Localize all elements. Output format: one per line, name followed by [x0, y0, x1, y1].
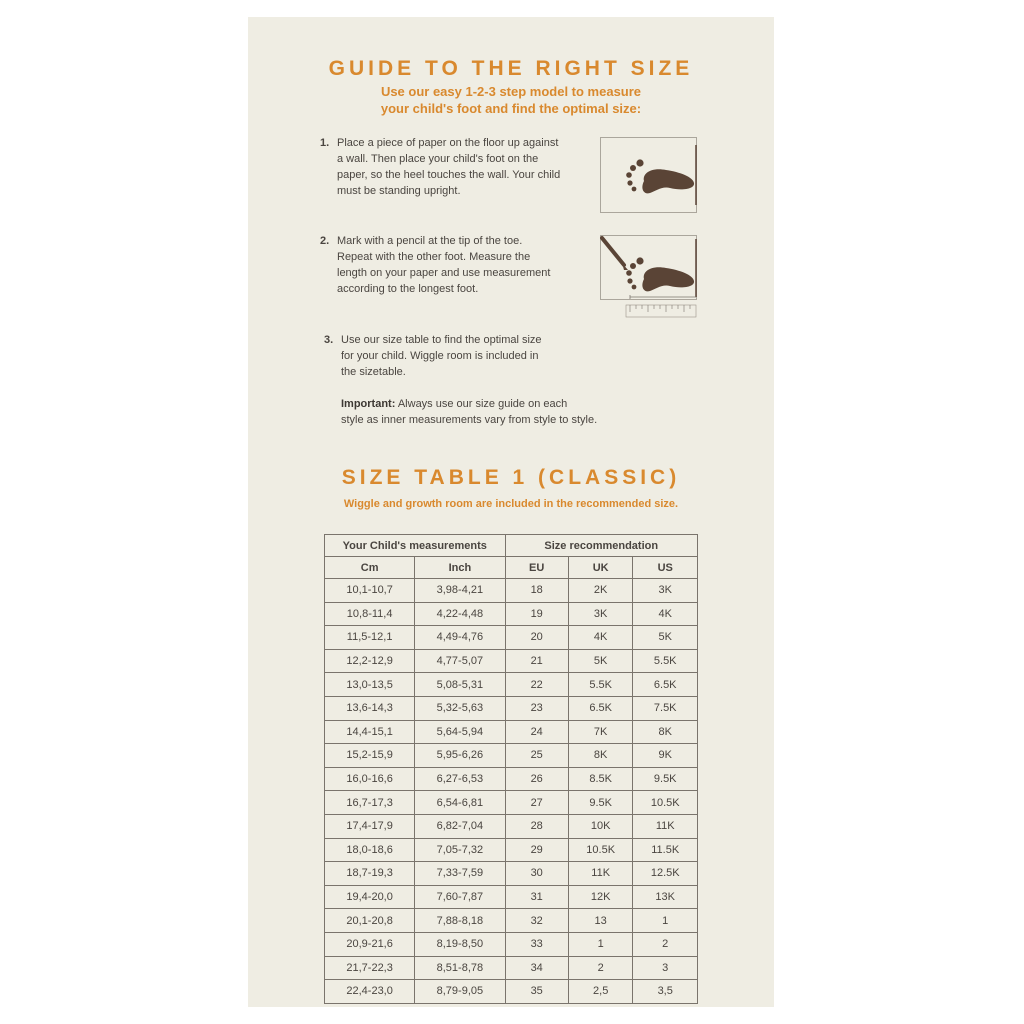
- cell-cm: 14,4-15,1: [325, 720, 415, 744]
- cell-uk: 3K: [568, 602, 633, 626]
- cell-cm: 16,7-17,3: [325, 791, 415, 815]
- cell-inch: 8,51-8,78: [415, 956, 505, 980]
- cell-uk: 8.5K: [568, 767, 633, 791]
- table-row: [325, 602, 698, 626]
- cell-eu: 30: [505, 862, 568, 886]
- cell-eu: 19: [505, 602, 568, 626]
- cell-eu: 26: [505, 767, 568, 791]
- step-number: 2.: [320, 235, 330, 247]
- cell-inch: 8,79-9,05: [415, 980, 505, 1004]
- cell-us: 10.5K: [633, 791, 698, 815]
- table-row: [325, 696, 698, 720]
- step-line: Mark with a pencil at the tip of the toe.: [337, 235, 523, 247]
- cell-us: 9.5K: [633, 767, 698, 791]
- cell-inch: 6,27-6,53: [415, 767, 505, 791]
- cell-us: 4K: [633, 602, 698, 626]
- cell-us: 2: [633, 932, 698, 956]
- column-header-eu: EU: [505, 557, 568, 579]
- cell-uk: 10K: [568, 814, 633, 838]
- cell-uk: 7K: [568, 720, 633, 744]
- cell-uk: 2: [568, 956, 633, 980]
- cell-uk: 5.5K: [568, 673, 633, 697]
- cell-uk: 13: [568, 909, 633, 933]
- table-row: [325, 649, 698, 673]
- guide-title: GUIDE TO THE RIGHT SIZE: [328, 57, 694, 80]
- cell-uk: 12K: [568, 885, 633, 909]
- cell-inch: 4,77-5,07: [415, 649, 505, 673]
- step-line: Place a piece of paper on the floor up against: [337, 137, 559, 149]
- cell-us: 3,5: [633, 980, 698, 1004]
- cell-inch: 7,88-8,18: [415, 909, 505, 933]
- table-row: [325, 744, 698, 768]
- cell-eu: 20: [505, 626, 568, 650]
- table-row: [325, 980, 698, 1004]
- cell-us: 5.5K: [633, 649, 698, 673]
- cell-eu: 18: [505, 579, 568, 603]
- table-row: [325, 956, 698, 980]
- cell-inch: 7,33-7,59: [415, 862, 505, 886]
- cell-uk: 9.5K: [568, 791, 633, 815]
- cell-inch: 7,05-7,32: [415, 838, 505, 862]
- cell-eu: 31: [505, 885, 568, 909]
- pencil-marking-foot-icon: [600, 235, 698, 323]
- size-guide-panel: [248, 17, 774, 1007]
- cell-inch: 4,49-4,76: [415, 626, 505, 650]
- column-header-inch: Inch: [415, 557, 505, 579]
- cell-inch: 4,22-4,48: [415, 602, 505, 626]
- cell-uk: 5K: [568, 649, 633, 673]
- cell-us: 13K: [633, 885, 698, 909]
- cell-cm: 21,7-22,3: [325, 956, 415, 980]
- cell-inch: 7,60-7,87: [415, 885, 505, 909]
- step-number: 1.: [320, 137, 330, 149]
- guide-subtitle: [248, 83, 774, 117]
- cell-inch: 5,08-5,31: [415, 673, 505, 697]
- cell-eu: 28: [505, 814, 568, 838]
- step-line: paper, so the heel touches the wall. Your child: [337, 169, 561, 181]
- cell-inch: 6,82-7,04: [415, 814, 505, 838]
- cell-cm: 18,0-18,6: [325, 838, 415, 862]
- step-line: a wall. Then place your child's foot on the: [337, 153, 539, 165]
- cell-cm: 19,4-20,0: [325, 885, 415, 909]
- important-note: [341, 396, 641, 428]
- cell-us: 3K: [633, 579, 698, 603]
- table-row: [325, 579, 698, 603]
- step-number: 3.: [324, 334, 334, 346]
- step-line: the sizetable.: [341, 366, 406, 378]
- table-row: [325, 626, 698, 650]
- cell-us: 11.5K: [633, 838, 698, 862]
- size-table-subtitle: Wiggle and growth room are included in the recommended size.: [343, 498, 679, 510]
- cell-inch: 8,19-8,50: [415, 932, 505, 956]
- table-row: [325, 932, 698, 956]
- cell-us: 8K: [633, 720, 698, 744]
- step-text: [337, 233, 550, 297]
- group-header-measurements: Your Child's measurements: [325, 535, 506, 557]
- cell-eu: 27: [505, 791, 568, 815]
- table-row: [325, 885, 698, 909]
- cell-us: 6.5K: [633, 673, 698, 697]
- cell-cm: 20,1-20,8: [325, 909, 415, 933]
- cell-eu: 21: [505, 649, 568, 673]
- cell-cm: 11,5-12,1: [325, 626, 415, 650]
- size-table-title: SIZE TABLE 1 (CLASSIC): [341, 466, 681, 489]
- cell-us: 9K: [633, 744, 698, 768]
- cell-inch: 6,54-6,81: [415, 791, 505, 815]
- cell-inch: 3,98-4,21: [415, 579, 505, 603]
- cell-us: 1: [633, 909, 698, 933]
- size-table-body: [325, 579, 698, 1004]
- cell-cm: 16,0-16,6: [325, 767, 415, 791]
- cell-us: 12.5K: [633, 862, 698, 886]
- cell-us: 3: [633, 956, 698, 980]
- group-header-row: [325, 535, 698, 557]
- cell-cm: 17,4-17,9: [325, 814, 415, 838]
- step-line: for your child. Wiggle room is included in: [341, 350, 539, 362]
- cell-uk: 2K: [568, 579, 633, 603]
- step-line: Use our size table to find the optimal size: [341, 334, 542, 346]
- cell-uk: 1: [568, 932, 633, 956]
- cell-cm: 20,9-21,6: [325, 932, 415, 956]
- cell-uk: 2,5: [568, 980, 633, 1004]
- important-text-2: style as inner measurements vary from style to style.: [341, 414, 598, 426]
- cell-cm: 10,8-11,4: [325, 602, 415, 626]
- table-row: [325, 862, 698, 886]
- guide-subtitle-line2: your child's foot and find the optimal size:: [380, 101, 642, 116]
- important-label: Important:: [341, 398, 396, 410]
- cell-us: 11K: [633, 814, 698, 838]
- step-line: must be standing upright.: [337, 185, 461, 197]
- cell-eu: 23: [505, 696, 568, 720]
- foot-on-paper-icon: [600, 137, 698, 213]
- cell-cm: 15,2-15,9: [325, 744, 415, 768]
- step-line: according to the longest foot.: [337, 283, 479, 295]
- cell-us: 5K: [633, 626, 698, 650]
- cell-cm: 22,4-23,0: [325, 980, 415, 1004]
- table-row: [325, 838, 698, 862]
- cell-cm: 18,7-19,3: [325, 862, 415, 886]
- cell-us: 7.5K: [633, 696, 698, 720]
- table-row: [325, 720, 698, 744]
- cell-uk: 6.5K: [568, 696, 633, 720]
- group-header-size: Size recommendation: [505, 535, 698, 557]
- cell-eu: 29: [505, 838, 568, 862]
- cell-eu: 35: [505, 980, 568, 1004]
- cell-inch: 5,64-5,94: [415, 720, 505, 744]
- step-line: length on your paper and use measurement: [337, 267, 551, 279]
- cell-cm: 10,1-10,7: [325, 579, 415, 603]
- cell-eu: 32: [505, 909, 568, 933]
- table-row: [325, 767, 698, 791]
- table-row: [325, 909, 698, 933]
- cell-eu: 24: [505, 720, 568, 744]
- cell-inch: 5,95-6,26: [415, 744, 505, 768]
- cell-eu: 22: [505, 673, 568, 697]
- cell-uk: 8K: [568, 744, 633, 768]
- cell-eu: 25: [505, 744, 568, 768]
- cell-eu: 34: [505, 956, 568, 980]
- column-header-us: US: [633, 557, 698, 579]
- cell-inch: 5,32-5,63: [415, 696, 505, 720]
- table-row: [325, 673, 698, 697]
- cell-cm: 12,2-12,9: [325, 649, 415, 673]
- column-header-row: [325, 557, 698, 579]
- important-text-1: Always use our size guide on each: [397, 398, 568, 410]
- guide-subtitle-line1: Use our easy 1-2-3 step model to measure: [380, 84, 642, 99]
- step-text: [337, 135, 560, 199]
- step-text: [341, 332, 542, 380]
- cell-uk: 11K: [568, 862, 633, 886]
- cell-eu: 33: [505, 932, 568, 956]
- cell-cm: 13,6-14,3: [325, 696, 415, 720]
- size-table: [324, 534, 698, 1004]
- table-row: [325, 814, 698, 838]
- column-header-uk: UK: [568, 557, 633, 579]
- column-header-cm: Cm: [325, 557, 415, 579]
- table-row: [325, 791, 698, 815]
- cell-cm: 13,0-13,5: [325, 673, 415, 697]
- step-line: Repeat with the other foot. Measure the: [337, 251, 531, 263]
- cell-uk: 10.5K: [568, 838, 633, 862]
- cell-uk: 4K: [568, 626, 633, 650]
